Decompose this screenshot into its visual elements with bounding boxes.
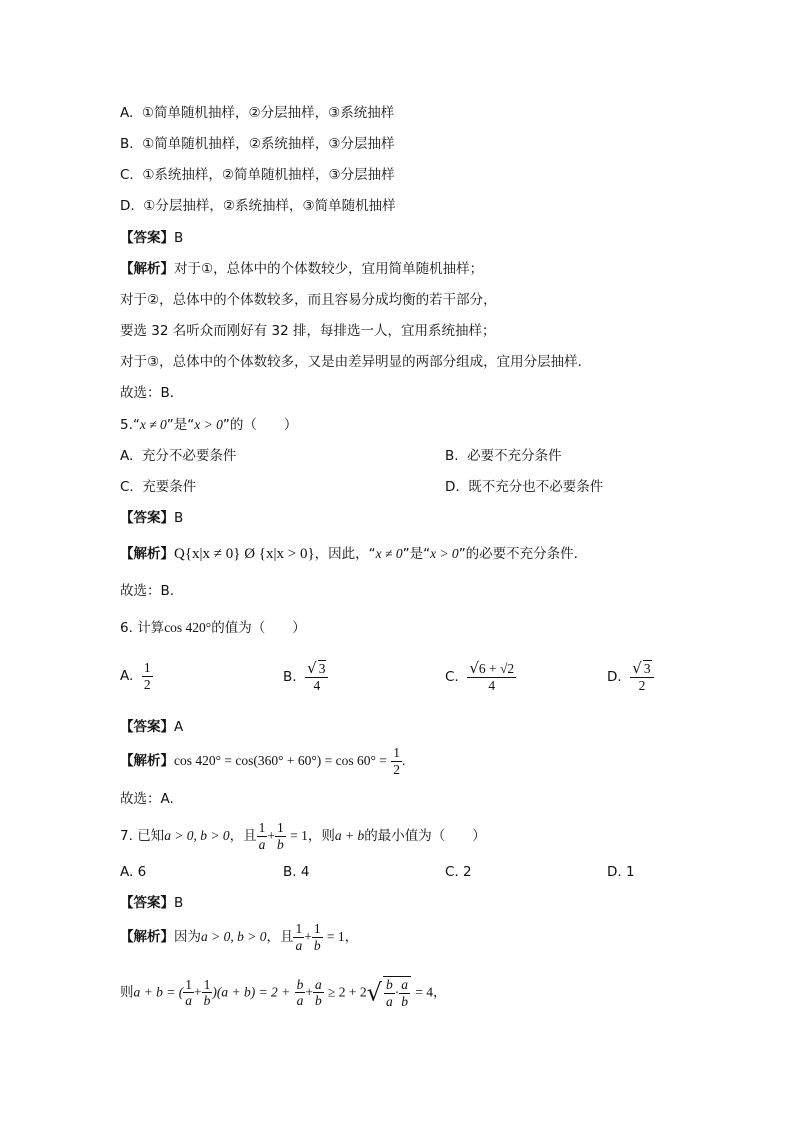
q4-option-a	[120, 104, 394, 122]
fraction-a-over-b	[313, 977, 324, 1009]
question-number: 5.	[120, 417, 133, 433]
sqrt-symbol: √	[632, 659, 642, 677]
fraction-1-over-a	[183, 977, 194, 1009]
answer-tag: 【答案】	[120, 510, 174, 526]
q4-option-c	[120, 166, 395, 184]
q7-option-c	[445, 863, 472, 881]
option-text: 充要条件	[142, 479, 197, 495]
numerator: 1	[313, 921, 321, 936]
q6-analysis	[120, 745, 405, 777]
analysis-text: ，	[433, 984, 447, 1001]
option-text: 既不充分也不必要条件	[468, 479, 604, 495]
condition-2: x > 0	[430, 546, 459, 561]
radicand: 6 + √2	[478, 661, 515, 676]
option-label: B.	[120, 136, 134, 152]
option-text: ①系统抽样，②简单随机抽样，③分层抽样	[142, 167, 395, 183]
denominator: 2	[638, 678, 646, 694]
cos-expression: cos 420°	[164, 620, 212, 635]
q7-analysis-inequality	[120, 976, 447, 1009]
option-text: 4	[300, 864, 310, 880]
q6-answer	[120, 718, 183, 736]
period: .	[401, 753, 406, 769]
sqrt-symbol: √	[307, 659, 317, 677]
q4-option-d	[120, 197, 396, 215]
q4-conclusion: 故选：B．	[120, 385, 184, 401]
target-expression: a + b	[334, 828, 365, 844]
option-text: 1	[625, 864, 635, 880]
option-label: C.	[445, 864, 459, 880]
q5-option-b	[445, 447, 562, 465]
answer-value: A	[174, 719, 184, 735]
numerator	[630, 660, 653, 678]
q4-analysis-line-1	[120, 260, 483, 278]
numerator: 1	[277, 820, 284, 835]
set-relation-math: Q{x|x ≠ 0} Ø {x|x > 0}	[174, 546, 315, 562]
q6-option-d	[607, 660, 654, 694]
fraction-1-over-a	[257, 820, 268, 852]
analysis-text: 对于①，总体中的个体数较少，宜用简单随机抽样；	[174, 261, 484, 277]
q7-option-a	[120, 863, 146, 881]
option-label: A.	[120, 668, 134, 685]
option-text: 2	[463, 864, 472, 880]
plus-sign: +	[267, 828, 276, 844]
question-number: 6.	[120, 620, 133, 636]
stem-end: 的值为（ ）	[211, 620, 306, 636]
denominator: 4	[488, 678, 496, 694]
q5-option-a	[120, 447, 236, 465]
denominator: 2	[143, 676, 151, 692]
option-label: B.	[283, 668, 297, 685]
answer-value: B	[174, 895, 184, 911]
fraction-1-over-a	[293, 921, 304, 953]
stem-text: 已知	[137, 828, 165, 845]
condition-1: x ≠ 0	[375, 546, 403, 561]
denominator: a	[296, 993, 304, 1009]
option-label: A.	[120, 105, 134, 121]
option-label: A.	[120, 864, 134, 880]
stem-connector: ”是“	[166, 417, 195, 433]
condition-1: x ≠ 0	[139, 417, 167, 432]
q5-answer	[120, 509, 183, 527]
dot-operator: ·	[394, 985, 400, 1001]
analysis-text: ，	[344, 929, 359, 946]
q6-conclusion: 故选：A.	[120, 791, 174, 807]
analysis-text: ，且	[266, 929, 294, 946]
q6-option-b	[283, 660, 328, 694]
denominator: a	[385, 993, 393, 1009]
q6-option-c	[445, 660, 516, 694]
numerator: b	[385, 977, 393, 992]
q5-analysis	[120, 545, 578, 563]
sqrt-symbol: √	[366, 978, 382, 1007]
option-label: D.	[607, 864, 622, 880]
stem-text: 计算	[137, 620, 165, 636]
option-label: C.	[120, 479, 134, 495]
q4-answer	[120, 229, 183, 247]
numerator	[305, 660, 328, 678]
option-text: ①简单随机抽样，②分层抽样，③系统抽样	[141, 105, 395, 121]
option-text: ①分层抽样，②系统抽样，③简单随机抽样	[143, 198, 396, 214]
numerator: a	[401, 977, 408, 992]
analysis-text: ”的必要不充分条件.	[458, 546, 578, 562]
analysis-fraction	[391, 745, 402, 777]
stem-end: 的最小值为（ ）	[364, 828, 486, 845]
sqrt-radicand	[383, 976, 411, 1009]
q7-stem	[120, 820, 486, 852]
radicand: 3	[643, 661, 651, 676]
analysis-text: ”是“	[402, 546, 431, 562]
numerator: 1	[258, 820, 266, 835]
numerator: 1	[185, 976, 192, 992]
q5-stem	[120, 416, 297, 434]
denominator: b	[203, 993, 211, 1009]
q5-option-c	[120, 478, 196, 496]
option-label: B.	[283, 864, 297, 880]
stem-connector: ，则	[307, 828, 335, 845]
numerator: 1	[143, 660, 151, 675]
option-text: 充分不必要条件	[141, 448, 237, 464]
option-text: ①简单随机抽样，②系统抽样，③分层抽样	[142, 136, 395, 152]
option-label: D.	[445, 479, 460, 495]
expression-part: = 4	[415, 984, 434, 1000]
answer-tag: 【答案】	[120, 719, 174, 735]
fraction-a-over-b	[399, 977, 410, 1009]
quote-open: “	[132, 417, 140, 433]
condition-2: x > 0	[194, 417, 223, 432]
denominator: b	[401, 993, 408, 1009]
denominator: b	[314, 993, 322, 1009]
analysis-tag: 【解析】	[120, 546, 174, 562]
q4-analysis-line-2: 对于②，总体中的个体数较多，而且容易分成均衡的若干部分，	[120, 292, 497, 308]
denominator: a	[185, 993, 192, 1009]
analysis-tag: 【解析】	[120, 753, 174, 770]
sqrt-symbol: √	[469, 659, 479, 677]
numerator: 1	[203, 976, 211, 992]
option-fraction	[142, 660, 153, 692]
q5-option-d	[445, 478, 603, 496]
option-label: D.	[607, 668, 622, 685]
q7-option-b	[283, 863, 309, 881]
q7-answer	[120, 894, 183, 912]
expression-part: ≥ 2 + 2	[328, 984, 367, 1000]
denominator: 4	[313, 678, 321, 694]
stem-connector: ，且	[229, 828, 257, 845]
analysis-tag: 【解析】	[120, 261, 174, 277]
option-fraction	[630, 660, 653, 694]
plus-sign: +	[193, 984, 202, 1000]
equation-rhs: = 1	[290, 828, 308, 844]
numerator: 1	[295, 921, 303, 936]
fraction-b-over-a	[384, 977, 395, 1009]
analysis-text: ，因此，“	[314, 546, 376, 562]
answer-tag: 【答案】	[120, 230, 174, 246]
condition: a > 0, b > 0	[201, 929, 267, 945]
option-label: A.	[120, 448, 134, 464]
expression-part: a + b = (	[133, 984, 184, 1000]
numerator: b	[296, 976, 304, 992]
q5-conclusion: 故选：B.	[120, 583, 175, 599]
q6-stem	[120, 619, 306, 637]
plus-sign: +	[305, 984, 313, 1000]
analysis-tag: 【解析】	[120, 929, 174, 946]
q6-option-a	[120, 660, 153, 692]
denominator: a	[295, 937, 303, 953]
q4-analysis-line-3: 要选 32 名听众而刚好有 32 排，每排选一人，宜用系统抽样；	[120, 323, 496, 339]
expression-part: )(a + b) = 2 +	[212, 984, 291, 1000]
numerator	[467, 660, 516, 678]
fraction-1-over-b	[202, 977, 213, 1009]
option-label: B.	[445, 448, 459, 464]
q4-option-b	[120, 135, 394, 153]
numerator: a	[314, 976, 322, 992]
analysis-text: 因为	[174, 929, 201, 946]
option-fraction	[305, 660, 328, 694]
option-label: C.	[445, 668, 459, 685]
answer-tag: 【答案】	[120, 895, 174, 911]
denominator: b	[313, 937, 321, 953]
numerator: 1	[393, 745, 400, 760]
option-fraction	[467, 660, 516, 694]
q4-analysis-line-4: 对于③，总体中的个体数较多，又是由差异明显的两部分组成，宜用分层抽样．	[120, 354, 592, 370]
fraction-1-over-b	[312, 921, 323, 953]
plus-sign: +	[304, 929, 312, 945]
q7-option-d	[607, 863, 635, 881]
radicand: 3	[318, 661, 326, 676]
fraction-1-over-b	[275, 820, 286, 852]
denominator: a	[258, 836, 266, 852]
option-text: 必要不充分条件	[467, 448, 562, 464]
option-label: D.	[120, 198, 135, 214]
equation-rhs: = 1	[326, 929, 345, 945]
option-text: 6	[137, 864, 147, 880]
condition: a > 0, b > 0	[164, 828, 230, 844]
q7-analysis	[120, 921, 358, 953]
stem-end: ”的（ ）	[222, 417, 298, 433]
question-number: 7.	[120, 828, 133, 845]
fraction-b-over-a	[295, 977, 306, 1009]
analysis-text: 则	[120, 984, 134, 1001]
denominator: 2	[393, 761, 400, 777]
option-label: C.	[120, 167, 134, 183]
denominator: b	[277, 836, 284, 852]
answer-value: B	[174, 510, 184, 526]
answer-value: B	[174, 230, 184, 246]
analysis-expression: cos 420° = cos(360° + 60°) = cos 60° =	[174, 753, 387, 769]
